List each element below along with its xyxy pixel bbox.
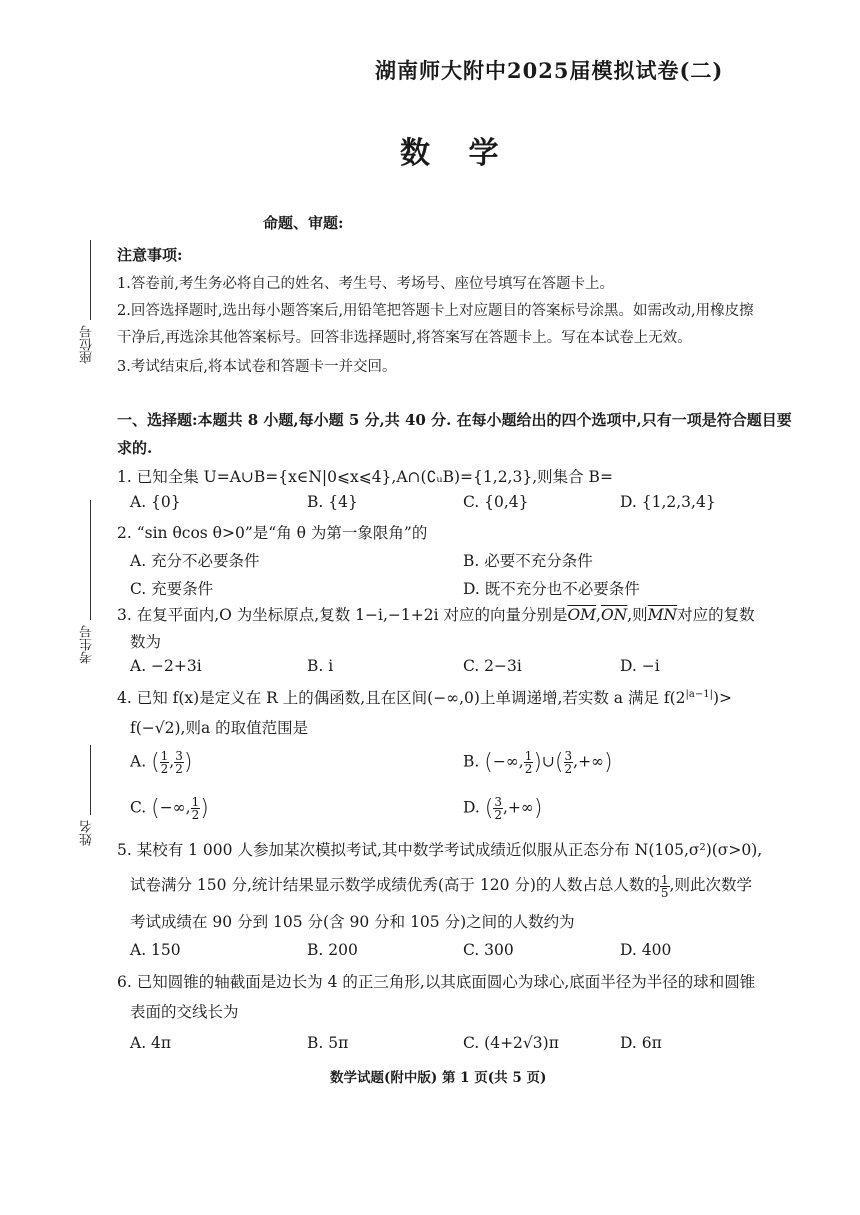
q1-option-c: C. {0,4} (463, 493, 529, 511)
name-line (90, 745, 91, 815)
q4-option-a-label: A. (130, 752, 147, 771)
pos-infinity: ,+∞ (502, 798, 534, 817)
paren-close-icon: ) (533, 796, 543, 821)
q5-option-a: A. 150 (130, 941, 181, 959)
question-2-stem: 2. “sin θcos θ>0”是“角 θ 为第一象限角”的 (117, 524, 428, 542)
school-title: 湖南师大附中2025届模拟试卷(二) (375, 58, 724, 83)
q4-option-c-label: C. (130, 798, 147, 817)
fraction: $\frac{3}{2}$ (175, 749, 183, 776)
question-5-stem-cont: 考试成绩在 90 分到 105 分(含 90 分和 105 分)之间的人数约为 (130, 913, 575, 931)
q4-option-d (463, 796, 542, 821)
paren-open-icon: ( (151, 750, 160, 775)
q6-option-b: B. 5π (307, 1034, 349, 1052)
q1-option-a: A. {0} (130, 493, 181, 511)
q4-option-a: A. ( $\frac{1}{2}$ , $\frac{3}{2}$ ) (130, 749, 193, 776)
q3-option-b: B. i (307, 657, 334, 675)
paren-close-icon: ) (533, 750, 542, 775)
q4-option-b (463, 750, 613, 775)
vector-on: $\overline{ON}$ (600, 606, 628, 624)
q2-option-d: D. 既不充分也不必要条件 (463, 580, 640, 598)
question-3-stem-cont: 数为 (130, 633, 162, 651)
section-heading-cont: 求的. (117, 439, 153, 457)
q4-stem-text: )> (713, 689, 733, 707)
q6-option-d: D. 6π (620, 1034, 662, 1052)
question-3-stem: 3. 在复平面内,O 为坐标原点,复数 1−i,−1+2i 对应的向量分别是$\overline{OM},\overline{ON}$,则$\overline{MN}$对应的复数 (117, 606, 755, 624)
fraction: $\frac{1}{5}$ (660, 872, 669, 900)
question-4-stem-cont: f(−√2),则a 的取值范围是 (130, 719, 309, 737)
fraction: $\frac{1}{2}$ (191, 795, 200, 822)
paren-open-icon: ( (151, 796, 160, 821)
q5-option-d: D. 400 (620, 941, 672, 959)
q3-option-c: C. 2−3i (463, 657, 522, 675)
question-1-stem: 1. 已知全集 U=A∪B={x∈N|0⩽x⩽4},A∩(∁ᵤB)={1,2,3},则集合 B= (117, 468, 613, 486)
q5-option-b: B. 200 (307, 941, 358, 959)
fraction: $\frac{1}{2}$ (524, 749, 533, 776)
seat-label: 座位号 (80, 325, 95, 364)
paren-close-icon: ) (603, 750, 613, 775)
union-symbol: ∪ (541, 752, 555, 771)
q3-option-d: D. −i (620, 657, 660, 675)
question-4-stem (117, 686, 732, 708)
pos-infinity: ,+∞ (573, 752, 604, 771)
seat-line (90, 240, 91, 320)
notice-item: 干净后,再选涂其他答案标号。回答非选择题时,将答案写在答题卡上。写在本试卷上无效。 (117, 330, 692, 346)
q1-option-b: B. {4} (307, 493, 358, 511)
q4-option-b-label: B. (463, 752, 480, 771)
q2-option-a: A. 充分不必要条件 (130, 552, 260, 570)
question-5-stem-cont (130, 873, 752, 899)
q2-option-c: C. 充要条件 (130, 580, 214, 598)
q3-option-a: A. −2+3i (130, 657, 202, 675)
fraction: $\frac{3}{2}$ (564, 749, 573, 776)
question-6-stem-cont: 表面的交线长为 (130, 1003, 239, 1021)
q4-exponent: |a−1| (685, 688, 713, 700)
exam-no-line (90, 500, 91, 620)
question-5-stem: 5. 某校有 1 000 人参加某次模拟考试,其中数学考试成绩近似服从正态分布 N(105,σ²)(σ>0), (117, 841, 763, 859)
q3-stem-text: ,则 (627, 606, 648, 624)
paren-open-icon: ( (484, 750, 493, 775)
page-footer: 数学试题(附中版) 第 1 页(共 5 页) (330, 1070, 547, 1086)
vector-mn: $\overline{MN}$ (647, 606, 678, 624)
q4-stem-text: 4. 已知 f(x)是定义在 R 上的偶函数,且在区间(−∞,0)上单调递增,若实数 a 满足 f(2 (117, 689, 686, 707)
proposer-line: 命题、审题: (263, 214, 344, 232)
q3-stem-text: 对应的复数 (677, 606, 755, 624)
q5-option-c: C. 300 (463, 941, 514, 959)
vector-om: $\overline{OM}$ (567, 606, 597, 624)
q6-option-c: C. (4+2√3)π (463, 1034, 559, 1052)
fraction: $\frac{3}{2}$ (494, 795, 502, 822)
paren-open-icon: ( (554, 750, 564, 775)
q5-stem-text: 试卷满分 150 分,统计结果显示数学成绩优秀(高于 120 分)的人数占总人数的 (130, 876, 660, 894)
fraction: $\frac{1}{2}$ (160, 749, 169, 776)
question-6-stem: 6. 已知圆锥的轴截面是边长为 4 的正三角形,以其底面圆心为球心,底面半径为半径的球和圆锥 (117, 973, 756, 991)
paren-close-icon: ) (183, 750, 193, 775)
q2-option-b: B. 必要不充分条件 (463, 552, 593, 570)
q4-option-d-label: D. (463, 798, 480, 817)
neg-infinity: −∞, (492, 752, 524, 771)
notice-item: 2.回答选择题时,选出每小题答案后,用铅笔把答题卡上对应题目的答案标号涂黑。如需改动,用橡皮擦 (117, 303, 754, 319)
q3-stem-text: 3. 在复平面内,O 为坐标原点,复数 1−i,−1+2i 对应的向量分别是 (117, 606, 568, 624)
q1-option-d: D. {1,2,3,4} (620, 493, 716, 511)
q5-stem-text: ,则此次数学 (669, 876, 752, 894)
subject-title: 数 学 (400, 136, 513, 171)
notice-item: 1.答卷前,考生务必将自己的姓名、考生号、考场号、座位号填写在答题卡上。 (117, 276, 614, 292)
exam-no-label: 考生号 (80, 625, 95, 664)
name-label: 姓名 (80, 820, 95, 846)
q6-option-a: A. 4π (130, 1034, 172, 1052)
paren-close-icon: ) (200, 796, 209, 821)
notice-title: 注意事项: (117, 246, 183, 264)
notice-item: 3.考试结束后,将本试卷和答题卡一并交回。 (117, 359, 397, 375)
q4-option-c (130, 796, 209, 821)
neg-infinity: −∞, (159, 798, 191, 817)
section-heading: 一、选择题:本题共 8 小题,每小题 5 分,共 40 分. 在每小题给出的四个选项中,只有一项是符合题目要 (117, 411, 792, 429)
paren-open-icon: ( (484, 796, 494, 821)
